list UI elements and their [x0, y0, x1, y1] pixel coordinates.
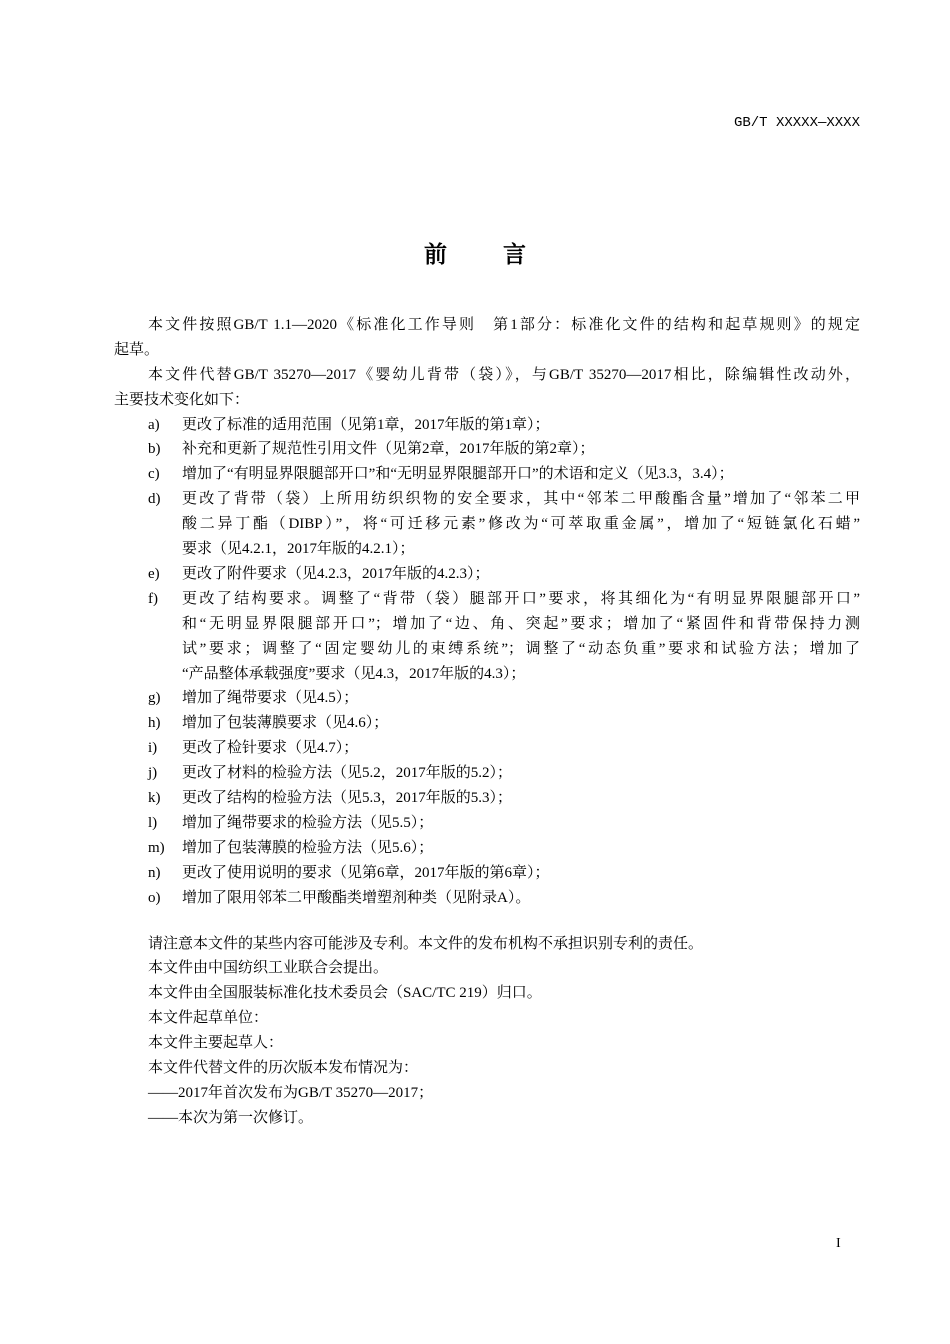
- list-item: [114, 786, 860, 811]
- notes: [114, 932, 860, 1131]
- item-text: [182, 711, 860, 736]
- item-label: b): [148, 441, 161, 458]
- list-item: [114, 413, 860, 438]
- item-label: n): [148, 864, 161, 881]
- item-text: [182, 562, 860, 587]
- item-line: 更改了标准的适用范围（见第1章，2017年版的第1章）；: [182, 416, 550, 433]
- list-item: [114, 462, 860, 487]
- list-item: [114, 686, 860, 711]
- list-item: [114, 736, 860, 761]
- item-line: 更改了背带（袋）上所用纺织织物的安全要求，其中“邻苯二甲酸酯含量”增加了“邻苯二甲: [182, 491, 860, 508]
- note-line: ——本次为第一次修订。: [148, 1109, 314, 1126]
- item-line: 试”要求；调整了“固定婴幼儿的束缚系统”；调整了“动态负重”要求和试验方法；增加了: [182, 640, 860, 657]
- list-item: [114, 487, 860, 562]
- item-text: [182, 836, 860, 861]
- item-label: c): [148, 466, 160, 483]
- item-line: 增加了绳带要求（见4.5）；: [182, 690, 359, 707]
- item-text: [182, 437, 860, 462]
- intro-paragraphs: [114, 313, 860, 413]
- item-line: 酸二异丁酯（DIBP）”，将“可迁移元素”修改为“可萃取重金属”，增加了“短链氯化石蜡”: [182, 516, 860, 533]
- item-label: m): [148, 839, 165, 856]
- item-text: [182, 761, 860, 786]
- paragraph-line: 起草。: [114, 341, 160, 358]
- note-line: 本文件起草单位：: [148, 1010, 269, 1027]
- item-label: j): [148, 765, 158, 782]
- item-line: 更改了结构的检验方法（见5.3，2017年版的5.3）；: [182, 790, 513, 807]
- note-line: 本文件由全国服装标准化技术委员会（SAC/TC 219）归口。: [148, 985, 542, 1002]
- item-line: 和“无明显界限腿部开口”；增加了“边、角、突起”要求；增加了“紧固件和背带保持力测: [182, 615, 860, 632]
- note-line: 请注意本文件的某些内容可能涉及专利。本文件的发布机构不承担识别专利的责任。: [148, 935, 704, 952]
- list-item: [114, 711, 860, 736]
- item-text: [182, 587, 860, 687]
- item-label: a): [148, 416, 160, 433]
- paragraph-line: 主要技术变化如下：: [114, 391, 250, 408]
- foreword-body: [114, 313, 860, 1131]
- item-label: e): [148, 565, 160, 582]
- item-line: 增加了包装薄膜的检验方法（见5.6）；: [182, 839, 434, 856]
- item-line: 更改了结构要求。调整了“背带（袋）腿部开口”要求，将其细化为“有明显界限腿部开口”: [182, 590, 860, 607]
- item-label: i): [148, 740, 158, 757]
- item-text: [182, 462, 860, 487]
- list-item: [114, 836, 860, 861]
- item-text: [182, 487, 860, 562]
- item-text: [182, 686, 860, 711]
- item-text: [182, 413, 860, 438]
- item-label: k): [148, 790, 161, 807]
- list-item: [114, 886, 860, 911]
- page-title: 前言: [424, 242, 582, 268]
- item-line: 要求（见4.2.1，2017年版的4.2.1）；: [182, 541, 415, 558]
- item-text: [182, 786, 860, 811]
- item-label: h): [148, 715, 161, 732]
- item-text: [182, 861, 860, 886]
- changes-list: [114, 413, 860, 911]
- paragraph-line: 本文件按照GB/T 1.1—2020《标准化工作导则 第1部分：标准化文件的结构和起草规则》的规定: [148, 317, 860, 333]
- item-line: 更改了材料的检验方法（见5.2，2017年版的5.2）；: [182, 765, 513, 782]
- item-line: “产品整体承载强度”要求（见4.3，2017年版的4.3）；: [182, 665, 526, 682]
- list-item: [114, 811, 860, 836]
- item-line: 增加了包装薄膜要求（见4.6）；: [182, 715, 389, 732]
- note-line: 本文件代替文件的历次版本发布情况为：: [148, 1060, 419, 1077]
- list-item: [114, 437, 860, 462]
- list-item: [114, 761, 860, 786]
- item-label: d): [148, 491, 161, 508]
- item-label: o): [148, 889, 161, 906]
- item-line: 更改了使用说明的要求（见第6章，2017年版的第6章）；: [182, 864, 550, 881]
- document-number: GB/T XXXXX—XXXX: [733, 115, 860, 131]
- item-line: 补充和更新了规范性引用文件（见第2章，2017年版的第2章）；: [182, 441, 595, 458]
- item-line: 增加了绳带要求的检验方法（见5.5）；: [182, 814, 434, 831]
- item-text: [182, 886, 860, 911]
- paragraph: [114, 313, 860, 363]
- list-item: [114, 562, 860, 587]
- note-line: ——2017年首次发布为GB/T 35270—2017；: [148, 1084, 434, 1101]
- list-item: [114, 587, 860, 687]
- paragraph-line: 本文件代替GB/T 35270—2017《婴幼儿背带（袋）》，与GB/T 35270—2017相比，除编辑性改动外，: [148, 366, 860, 383]
- item-label: g): [148, 690, 161, 707]
- note-line: 本文件主要起草人：: [148, 1035, 284, 1052]
- item-line: 更改了检针要求（见4.7）；: [182, 740, 359, 757]
- item-label: l): [148, 814, 158, 831]
- paragraph: [114, 363, 860, 413]
- item-label: f): [148, 590, 158, 607]
- item-text: [182, 736, 860, 761]
- item-line: 更改了附件要求（见4.2.3，2017年版的4.2.3）；: [182, 565, 490, 582]
- item-line: 增加了“有明显界限腿部开口”和“无明显界限腿部开口”的术语和定义（见3.3，3.4）；: [182, 466, 734, 483]
- item-line: 增加了限用邻苯二甲酸酯类增塑剂种类（见附录A）。: [182, 889, 531, 906]
- page-number: I: [836, 1236, 841, 1251]
- item-text: [182, 811, 860, 836]
- list-item: [114, 861, 860, 886]
- note-line: 本文件由中国纺织工业联合会提出。: [148, 960, 389, 977]
